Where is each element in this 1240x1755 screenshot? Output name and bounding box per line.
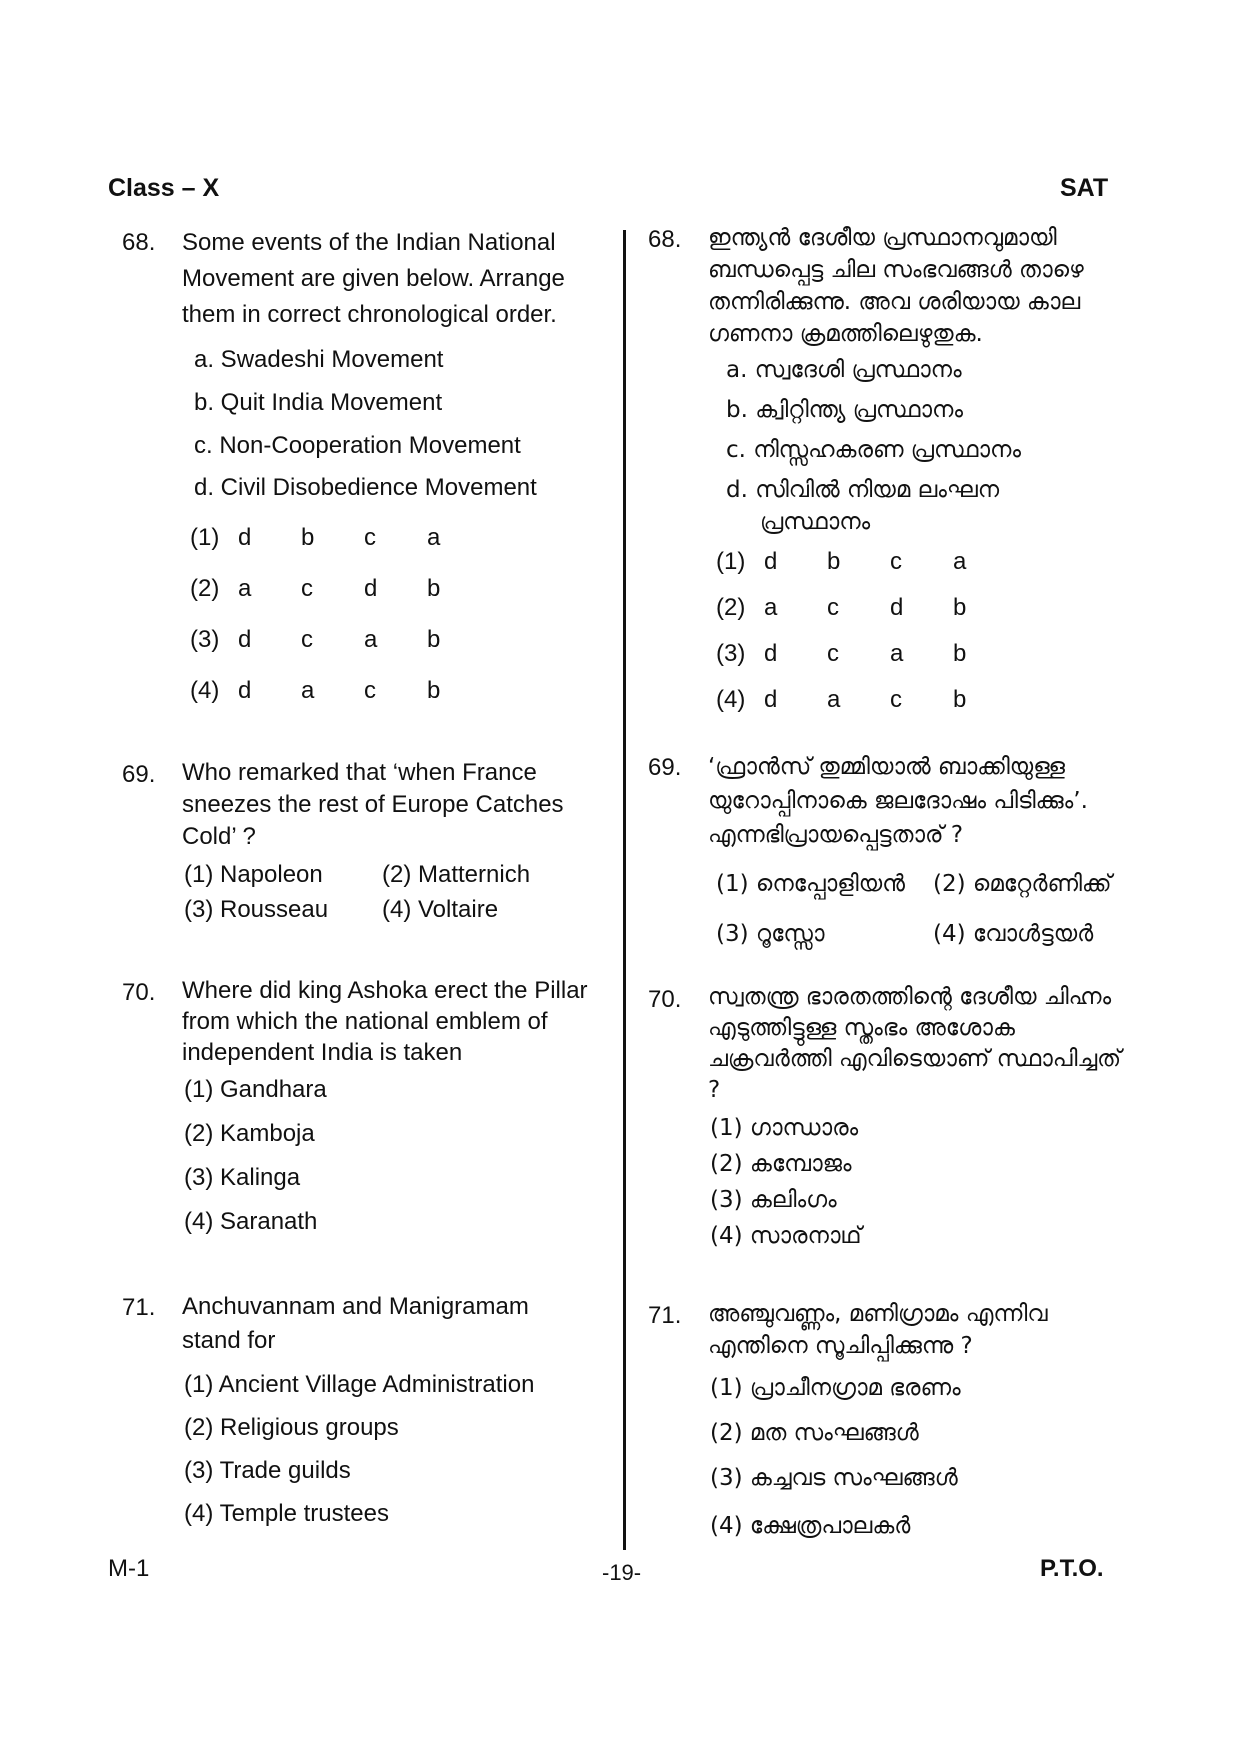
answer-letter: c: [301, 626, 313, 653]
option-1: (1) Ancient Village Administration: [184, 1371, 535, 1398]
option-2: (2) കമ്പോജം: [710, 1151, 852, 1177]
answer-option-1: [190, 520, 490, 556]
answer-option-2: [190, 571, 490, 607]
option-2: (2) മെറ്റേർണിക്ക്: [933, 871, 1112, 897]
answer-letter: c: [827, 594, 839, 621]
question-number: 68.: [122, 229, 156, 256]
answer-label: (3): [190, 626, 220, 653]
answer-letter: b: [427, 575, 441, 602]
answer-letter: a: [953, 548, 967, 575]
option-3: (3) കച്ചവട സംഘങ്ങൾ: [710, 1465, 958, 1491]
question-number: 69.: [122, 761, 156, 788]
footer-code: M-1: [108, 1555, 150, 1582]
question-text: Anchuvannam and Manigramam stand for: [182, 1293, 529, 1354]
option-2: (2) Kamboja: [184, 1120, 315, 1147]
question-text: അഞ്ചുവണ്ണം, മണിഗ്രാമം എന്നിവ എന്തിനെ സൂചിപ്പിക്കുന്നു ?: [708, 1301, 1048, 1359]
answer-option-1: [716, 544, 1016, 580]
list-item: a. Swadeshi Movement: [194, 346, 444, 373]
question-number: 71.: [122, 1294, 156, 1321]
answer-letter: c: [301, 575, 313, 602]
answer-option-3: [190, 622, 490, 658]
option-1: (1) ഗാന്ധാരം: [710, 1115, 859, 1141]
answer-letter: d: [764, 640, 778, 667]
answer-letter: d: [764, 686, 778, 713]
answer-letter: d: [764, 548, 778, 575]
question-number: 70.: [648, 986, 682, 1013]
option-4: (4) Temple trustees: [184, 1500, 389, 1527]
list-item: പ്രസ്ഥാനം: [760, 509, 871, 535]
list-item: d. സിവിൽ നിയമ ലംഘന: [726, 477, 1000, 503]
exam-label: SAT: [1060, 174, 1109, 202]
option-3: (3) റൂസ്സോ: [716, 921, 825, 947]
answer-label: (4): [190, 677, 220, 704]
answer-label: (2): [190, 575, 220, 602]
option-4: (4) Voltaire: [382, 896, 499, 923]
list-item: d. Civil Disobedience Movement: [194, 474, 537, 501]
answer-letter: d: [890, 594, 904, 621]
answer-letter: c: [890, 548, 902, 575]
answer-label: (1): [190, 524, 220, 551]
question-text: ഇന്ത്യൻ ദേശീയ പ്രസ്ഥാനവുമായി ബന്ധപ്പെട്ട ചില സംഭവങ്ങൾ താഴെ തന്നിരിക്കുന്നു. അവ ശരിയായ കാല ഗണനാ ക്രമത്തിലെഴുതുക.: [708, 225, 1084, 347]
answer-option-4: [190, 673, 490, 709]
question-number: 71.: [648, 1302, 682, 1329]
answer-letter: b: [427, 677, 441, 704]
option-4: (4) വോൾട്ടയർ: [933, 921, 1094, 947]
malayalam-column: [648, 0, 1128, 1755]
list-item: c. നിസ്സഹകരണ പ്രസ്ഥാനം: [726, 437, 1021, 463]
answer-letter: d: [364, 575, 378, 602]
answer-letter: b: [953, 594, 967, 621]
answer-letter: c: [364, 677, 376, 704]
answer-letter: b: [953, 686, 967, 713]
option-4: (4) Saranath: [184, 1208, 318, 1235]
list-item: b. ക്വിറ്റിന്ത്യ പ്രസ്ഥാനം: [726, 397, 963, 423]
option-2: (2) മത സംഘങ്ങൾ: [710, 1420, 919, 1446]
option-1: (1) Napoleon: [184, 861, 323, 888]
option-4: (4) ക്ഷേത്രപാലകർ: [710, 1513, 911, 1539]
question-text: Who remarked that ‘when France sneezes the rest of Europe Catches Cold’ ?: [182, 759, 564, 850]
option-3: (3) Rousseau: [184, 896, 329, 923]
answer-label: (3): [716, 640, 746, 667]
english-column: [122, 0, 592, 1755]
option-1: (1) Gandhara: [184, 1076, 327, 1103]
answer-letter: b: [953, 640, 967, 667]
answer-label: (1): [716, 548, 746, 575]
question-text: Some events of the Indian National Movement are given below. Arrange them in correct chronological order.: [182, 229, 565, 328]
option-2: (2) Religious groups: [184, 1414, 399, 1441]
answer-option-3: [716, 636, 1016, 672]
answer-letter: a: [301, 677, 315, 704]
list-item: b. Quit India Movement: [194, 389, 443, 416]
question-number: 68.: [648, 226, 682, 253]
answer-letter: d: [238, 626, 252, 653]
question-number: 70.: [122, 979, 156, 1006]
answer-letter: a: [427, 524, 441, 551]
answer-letter: a: [827, 686, 841, 713]
answer-letter: a: [890, 640, 904, 667]
please-turn-over: P.T.O.: [1040, 1555, 1104, 1582]
answer-option-2: [716, 590, 1016, 626]
answer-label: (4): [716, 686, 746, 713]
page-number: -19-: [602, 1560, 642, 1585]
answer-letter: a: [764, 594, 778, 621]
answer-letter: b: [427, 626, 441, 653]
option-1: (1) പ്രാചീനഗ്രാമ ഭരണം: [710, 1375, 961, 1401]
answer-option-4: [716, 682, 1016, 718]
answer-letter: a: [364, 626, 378, 653]
answer-letter: d: [238, 524, 252, 551]
option-2: (2) Matternich: [382, 861, 531, 888]
option-3: (3) Trade guilds: [184, 1457, 351, 1484]
list-item: a. സ്വദേശി പ്രസ്ഥാനം: [726, 357, 962, 383]
answer-letter: b: [301, 524, 315, 551]
option-1: (1) നെപ്പോളിയൻ: [716, 871, 906, 897]
answer-label: (2): [716, 594, 746, 621]
question-text: ‘ഫ്രാൻസ് തുമ്മിയാൽ ബാക്കിയുള്ള യുറോപ്പിനാകെ ജലദോഷം പിടിക്കും’. എന്നഭിപ്രായപ്പെട്ടതാര് ?: [708, 754, 1088, 848]
answer-letter: c: [890, 686, 902, 713]
question-number: 69.: [648, 754, 682, 781]
list-item: c. Non-Cooperation Movement: [194, 432, 521, 459]
class-label: Class – X: [108, 174, 220, 202]
answer-letter: b: [827, 548, 841, 575]
option-3: (3) Kalinga: [184, 1164, 301, 1191]
answer-letter: c: [364, 524, 376, 551]
answer-letter: c: [827, 640, 839, 667]
answer-letter: a: [238, 575, 252, 602]
option-3: (3) കലിംഗം: [710, 1187, 837, 1213]
question-text: സ്വതന്ത്ര ഭാരതത്തിന്റെ ദേശീയ ചിഹ്നം എടുത്തിട്ടുള്ള സ്തംഭം അശോക ചക്രവർത്തി എവിടെയാണ് സ്ഥാപിച്ചത് ?: [708, 984, 1122, 1103]
option-4: (4) സാരനാഥ്: [710, 1223, 862, 1249]
question-text: Where did king Ashoka erect the Pillar from which the national emblem of independent India is taken: [182, 977, 588, 1066]
column-divider: [623, 230, 626, 1550]
answer-letter: d: [238, 677, 252, 704]
